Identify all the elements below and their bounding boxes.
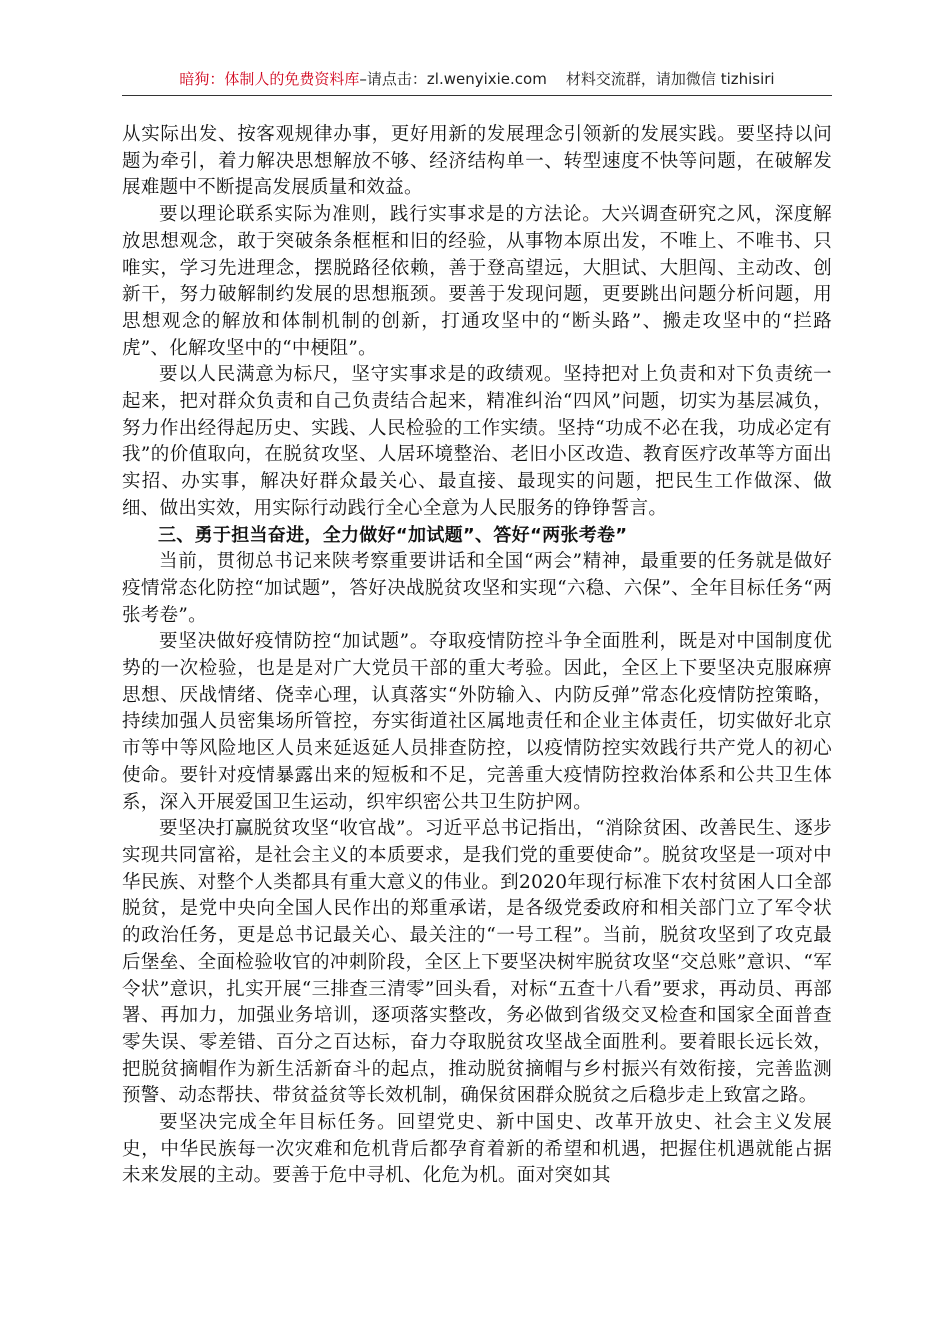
page-header [122,64,832,94]
paragraph: 要坚决打赢脱贫攻坚“收官战”。习近平总书记指出，“消除贫困、改善民生、逐步实现共同富裕，是社会主义的本质要求，是我们党的重要使命”。脱贫攻坚是一项对中华民族、对整个人类都具有重大意义的伟业。到2020年现行标准下农村贫困人口全部脱贫，是党中央向全国人民作出的郑重承诺，是各级党委政府和相关部门立了军令状的政治任务，更是总书记最关心、最关注的“一号工程”。当前，脱贫攻坚到了攻克最后堡垒、全面检验收官的冲刺阶段，全区上下要坚决树牢脱贫攻坚“交总账”意识、“军令状”意识，扎实开展“三排查三清零”回头看，对标“五查十八看”要求，再动员、再部署、再加力，加强业务培训，逐项落实整改，务必做到省级交叉检查和国家全面普查零失误、零差错、百分之百达标，奋力夺取脱贫攻坚战全面胜利。要着眼长远长效，把脱贫摘帽作为新生活新奋斗的起点，推动脱贫摘帽与乡村振兴有效衔接，完善监测预警、动态帮扶、带贫益贫等长效机制，确保贫困群众脱贫之后稳步走上致富之路。 [122,818,832,1107]
paragraph: 要坚决做好疫情防控“加试题”。夺取疫情防控斗争全面胜利，既是对中国制度优势的一次检验，也是是对广大党员干部的重大考验。因此，全区上下要坚决克服麻痹思想、厌战情绪、侥幸心理，认真落实“外防输入、内防反弹”常态化疫情防控策略，持续加强人员密集场所管控，夯实街道社区属地责任和企业主体责任，切实做好北京市等中等风险地区人员来延返延人员排查防控，以疫情防控实效践行共产党人的初心使命。要针对疫情暴露出来的短板和不足，完善重大疫情防控救治体系和公共卫生体系，深入开展爱国卫生运动，织牢织密公共卫生防护网。 [122,631,832,813]
paragraph: 要以理论联系实际为准则，践行实事求是的方法论。大兴调查研究之风，深度解放思想观念，敢于突破条条框框和旧的经验，从事物本原出发，不唯上、不唯书、只唯实，学习先进理念，摆脱路径依赖，善于登高望远，大胆试、大胆闯、主动改、创新干，努力破解制约发展的思想瓶颈。要善于发现问题，更要跳出问题分析问题，用思想观念的解放和体制机制的创新，打通攻坚中的“断头路”、搬走攻坚中的“拦路虎”、化解攻坚中的“中梗阻”。 [122,204,832,359]
document-body [122,122,832,1190]
paragraph: 要坚决完成全年目标任务。回望党史、新中国史、改革开放史、社会主义发展史，中华民族每一次灾难和危机背后都孕育着新的希望和机遇，把握住机遇就能占据未来发展的主动。要善于危中寻机、化危为机。面对突如其 [122,1112,832,1187]
header-divider [122,95,832,96]
paragraph: 要以人民满意为标尺，坚守实事求是的政绩观。坚持把对上负责和对下负责统一起来，把对群众负责和自己负责结合起来，精准纠治“四风”问题，切实为基层减负，努力作出经得起历史、实践、人民检验的工作实绩。坚持“功成不必在我，功成必定有我”的价值取向，在脱贫攻坚、人居环境整治、老旧小区改造、教育医疗改革等方面出实招、办实事，解决好群众最关心、最直接、最现实的问题，把民生工作做深、做细、做出实效，用实际行动践行全心全意为人民服务的铮铮誓言。 [122,364,832,519]
paragraph: 当前，贯彻总书记来陕考察重要讲话和全国“两会”精神，最重要的任务就是做好疫情常态化防控“加试题”，答好决战脱贫攻坚和实现“六稳、六保”、全年目标任务“两张考卷”。 [122,551,832,626]
paragraph: 从实际出发、按客观规律办事，更好用新的发展理念引领新的发展实践。要坚持以问题为牵引，着力解决思想解放不够、经济结构单一、转型速度不快等问题，在破解发展难题中不断提高发展质量和效益。 [122,124,832,199]
section-heading: 三、勇于担当奋进，全力做好“加试题”、答好“两张考卷” [158,524,628,546]
wechat-contact: 材料交流群，请加微信 tizhisiri [565,70,775,88]
site-url[interactable]: zl.wenyixie.com [426,70,547,88]
link-prompt: –请点击： [359,70,427,88]
site-name[interactable]: 暗狗：体制人的免费资料库 [179,70,360,88]
